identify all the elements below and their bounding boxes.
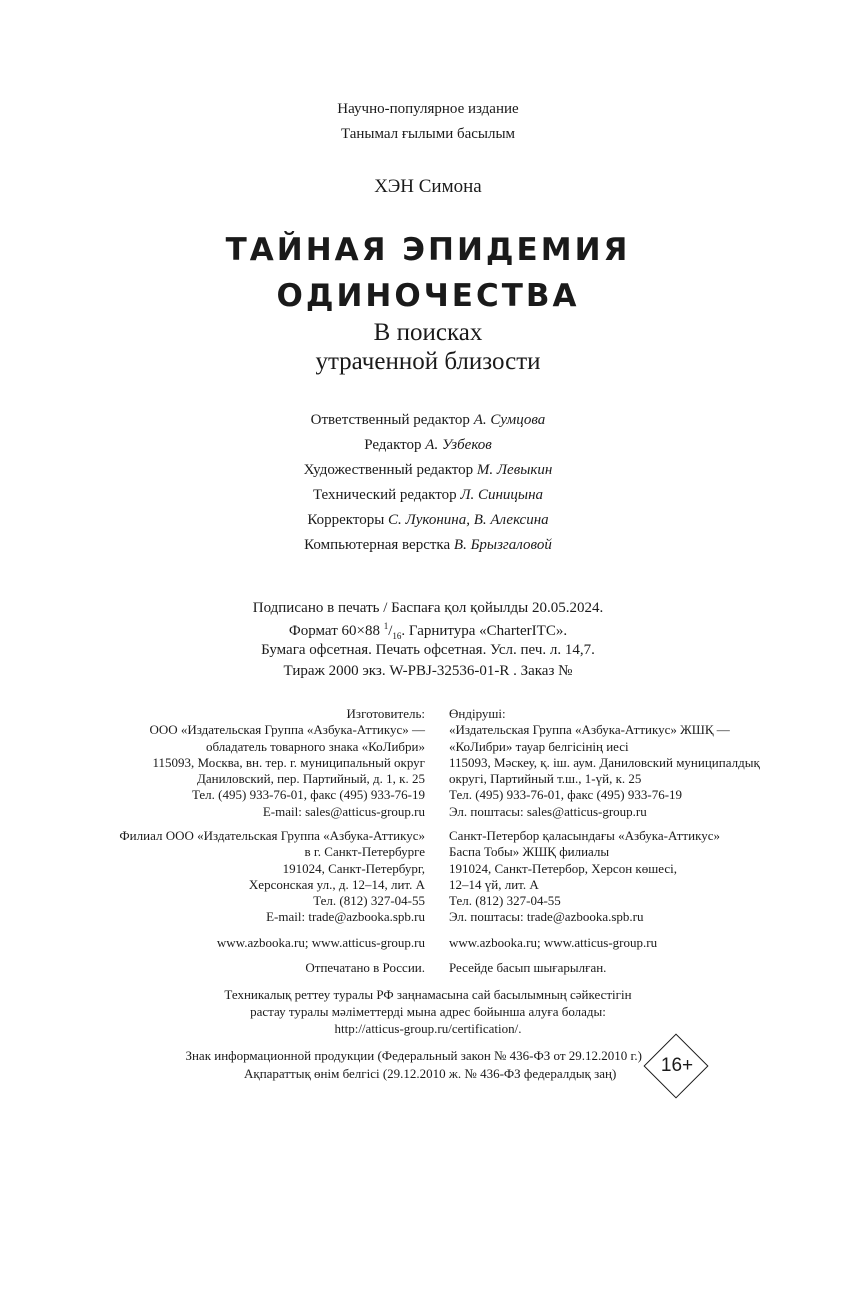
certification-line: растау туралы мәліметтерді мына адрес бойынша алуға болады:: [250, 1004, 606, 1019]
manufacturer-ru-line: обладатель товарного знака «КоЛибри»: [205, 738, 425, 754]
book-subtitle-line-2: утраченной близости: [315, 348, 541, 375]
format-prefix: Формат 60×88: [288, 623, 380, 639]
branch-kz-line: Санкт-Петербор қаласындағы «Азбука-Аттикус»: [449, 828, 720, 843]
manufacturer-kz-line: «КоЛибри» тауар белгісінің иесі: [449, 738, 629, 754]
credit-line: [0, 537, 856, 554]
websites-kz: www.azbooka.ru; www.atticus-group.ru: [449, 935, 658, 950]
format-line: Формат 60×88 $^1/_{16}$. Гарнитура «CharterITC».: [288, 621, 568, 641]
branch-kz-line: 191024, Санкт-Петербор, Херсон көшесі,: [449, 860, 677, 876]
paper-info: Бумага офсетная. Печать офсетная. Усл. печ. л. 14,7.: [261, 642, 595, 658]
manufacturer-kz-line: Тел. (495) 933-76-01, факс (495) 933-76-19: [449, 787, 683, 803]
credit-line: [0, 462, 856, 479]
credit-role: Художественный редактор: [303, 462, 474, 478]
websites-ru: www.azbooka.ru; www.atticus-group.ru: [216, 935, 425, 950]
certification-line: Техникалық реттеу туралы РФ заңнамасына сай басылымның сәйкестігін: [224, 987, 632, 1002]
manufacturer-kz: [449, 706, 760, 820]
credit-line: [0, 437, 856, 454]
credit-name: А. Узбеков: [425, 437, 492, 453]
credit-name: Л. Синицына: [460, 487, 544, 503]
book-title-line-1: ТАЙНАЯ ЭПИДЕМИЯ: [225, 232, 631, 268]
book-title-line-2: ОДИНОЧЕСТВА: [276, 278, 580, 314]
credit-name: В. Брызгаловой: [453, 537, 552, 553]
branch-ru-line: 191024, Санкт-Петербург,: [282, 860, 425, 876]
manufacturer-kz-line: округі, Партийный т.ш., 1-үй, к. 25: [449, 771, 642, 787]
branch-ru-line: Херсонская ул., д. 12–14, лит. А: [248, 876, 425, 892]
credit-role: Компьютерная верстка: [304, 537, 451, 553]
format-suffix: . Гарнитура «CharterITC».: [401, 623, 568, 639]
manufacturer-ru-line: 115093, Москва, вн. тер. г. муниципальный округ: [152, 754, 425, 770]
printed-in-ru: Отпечатано в России.: [305, 960, 425, 975]
book-subtitle-line-1: В поисках: [373, 319, 483, 346]
format-numerator: 1: [383, 621, 389, 631]
book-author: ХЭН Симона: [374, 176, 482, 197]
branch-ru-line: Тел. (812) 327-04-55: [313, 893, 425, 909]
credit-name: М. Левыкин: [476, 462, 553, 478]
branch-kz-line: 12–14 үй, лит. А: [449, 876, 539, 892]
age-notice-ru: Знак информационной продукции (Федеральный закон № 436-ФЗ от 29.12.2010 г.): [185, 1048, 642, 1063]
branch-kz: [449, 828, 720, 926]
branch-ru: [119, 828, 425, 926]
manufacturer-ru-line: ООО «Издательская Группа «Азбука-Аттикус» —: [149, 722, 425, 738]
credit-role: Ответственный редактор: [310, 412, 470, 428]
manufacturer-ru-line: Тел. (495) 933-76-01, факс (495) 933-76-19: [191, 787, 425, 803]
branch-ru-line: E-mail: trade@azbooka.spb.ru: [266, 909, 425, 925]
branch-ru-line: в г. Санкт-Петербурге: [304, 844, 425, 860]
branch-kz-line: Тел. (812) 327-04-55: [449, 893, 561, 909]
manufacturer-ru: [149, 706, 425, 820]
credit-role: Технический редактор: [312, 487, 457, 503]
credit-role: Корректоры: [307, 512, 385, 528]
branch-ru-line: Филиал ООО «Издательская Группа «Азбука-Аттикус»: [119, 828, 425, 843]
manufacturer-kz-line: 115093, Мәскеу, қ. іш. аум. Даниловский муниципалдық: [449, 754, 760, 770]
printed-in-kz: Ресейде басып шығарылған.: [449, 960, 607, 975]
age-notice-kz: Ақпараттық өнім белгісі (29.12.2010 ж. № 436-ФЗ федералдық заң): [244, 1066, 617, 1081]
print-run: Тираж 2000 экз. W-PBJ-32536-01-R . Заказ №: [283, 663, 573, 679]
credit-line: [0, 412, 856, 429]
edition-type-kz: Танымал ғылыми басылым: [340, 126, 516, 142]
edition-type-ru: Научно-популярное издание: [337, 101, 519, 117]
format-denominator: 16: [392, 631, 402, 641]
credit-name: С. Луконина, В. Алексина: [388, 512, 549, 528]
credit-name: А. Сумцова: [473, 412, 546, 428]
credit-line: [0, 512, 856, 529]
credit-role: Редактор: [364, 437, 422, 453]
signed-to-print: Подписано в печать / Баспаға қол қойылды 20.05.2024.: [252, 600, 604, 616]
manufacturer-ru-line: E-mail: sales@atticus-group.ru: [262, 803, 425, 819]
branch-kz-line: Баспа Тобы» ЖШҚ филиалы: [449, 844, 610, 860]
certification-url: http://atticus-group.ru/certification/.: [334, 1021, 522, 1036]
branch-kz-line: Эл. поштасы: trade@azbooka.spb.ru: [449, 909, 644, 925]
manufacturer-ru-line: Даниловский, пер. Партийный, д. 1, к. 25: [197, 771, 425, 787]
manufacturer-kz-line: Эл. поштасы: sales@atticus-group.ru: [449, 803, 647, 819]
manufacturer-ru-line: Изготовитель:: [346, 706, 425, 721]
age-rating-badge: 16+: [660, 1055, 694, 1076]
credit-line: [0, 487, 856, 504]
manufacturer-kz-line: «Издательская Группа «Азбука-Аттикус» ЖШҚ —: [449, 722, 730, 738]
manufacturer-kz-line: Өндіруші:: [449, 706, 506, 721]
